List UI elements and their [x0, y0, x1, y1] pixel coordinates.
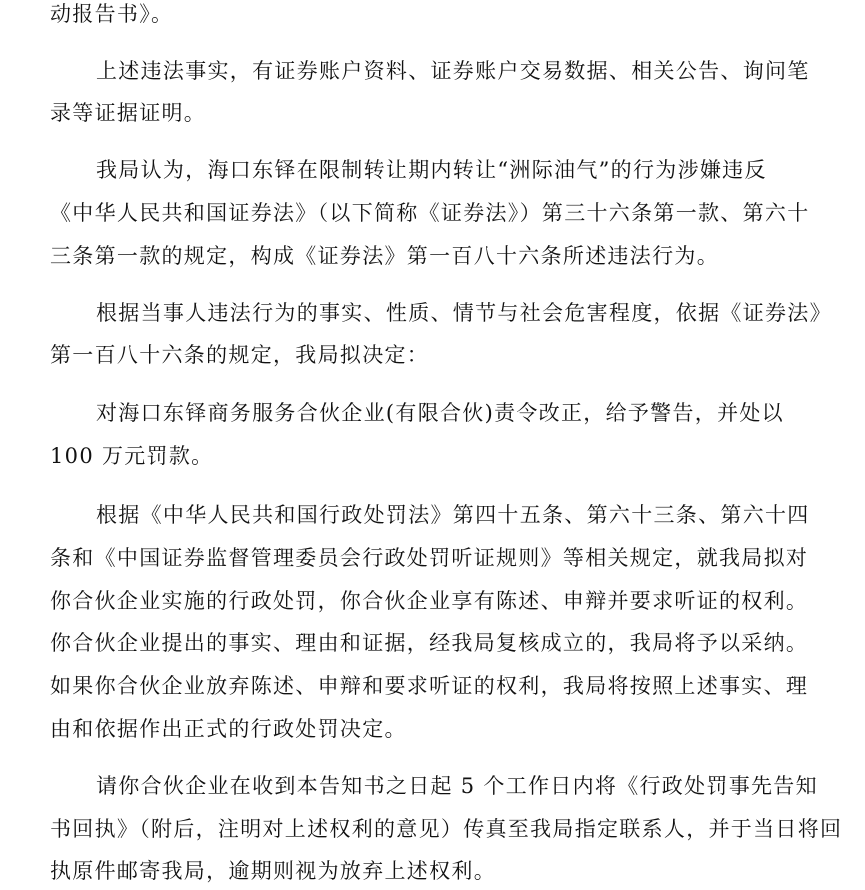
para-report-tail-line-1: 动报告书》。: [50, 2, 174, 26]
para-rights-line-5: 如果你合伙企业放弃陈述、申辩和要求听证的权利，我局将按照上述事实、理: [50, 674, 809, 698]
para-reply-line-3: 执原件邮寄我局，逾期则视为放弃上述权利。: [50, 859, 496, 883]
para-evidence-line-1: 上述违法事实，有证券账户资料、证券账户交易数据、相关公告、询问笔: [96, 59, 810, 83]
para-decision-line-1: 对海口东铎商务服务合伙企业(有限合伙)责令改正，给予警告，并处以: [96, 401, 784, 425]
para-basis-line-1: 根据当事人违法行为的事实、性质、情节与社会危害程度，依据《证券法》: [96, 301, 832, 325]
para-rights-line-6: 由和依据作出正式的行政处罚决定。: [50, 717, 407, 741]
para-reply-line-2: 书回执》（附后，注明对上述权利的意见）传真至我局指定联系人，并于当日将回: [50, 817, 843, 841]
para-basis-line-2: 第一百八十六条的规定，我局拟决定：: [50, 343, 430, 367]
para-rights-line-1: 根据《中华人民共和国行政处罚法》第四十五条、第六十三条、第六十四: [96, 503, 810, 527]
para-finding-line-3: 三条第一款的规定，构成《证券法》第一百八十六条所述违法行为。: [50, 244, 719, 268]
para-rights-line-2: 条和《中国证券监督管理委员会行政处罚听证规则》等相关规定，就我局拟对: [50, 546, 809, 570]
para-decision-line-2: 100 万元罚款。: [50, 444, 214, 468]
para-finding-line-1: 我局认为，海口东铎在限制转让期内转让“洲际油气”的行为涉嫌违反: [96, 158, 767, 182]
para-rights-line-4: 你合伙企业提出的事实、理由和证据，经我局复核成立的，我局将予以采纳。: [50, 631, 809, 655]
para-reply-line-1: 请你合伙企业在收到本告知书之日起 5 个工作日内将《行政处罚事先告知: [96, 774, 818, 798]
para-evidence-line-2: 录等证据证明。: [50, 101, 207, 125]
para-finding-line-2: 《中华人民共和国证券法》（以下简称《证券法》）第三十六条第一款、第六十: [50, 201, 810, 225]
para-rights-line-3: 你合伙企业实施的行政处罚，你合伙企业享有陈述、申辩并要求听证的权利。: [50, 589, 809, 613]
